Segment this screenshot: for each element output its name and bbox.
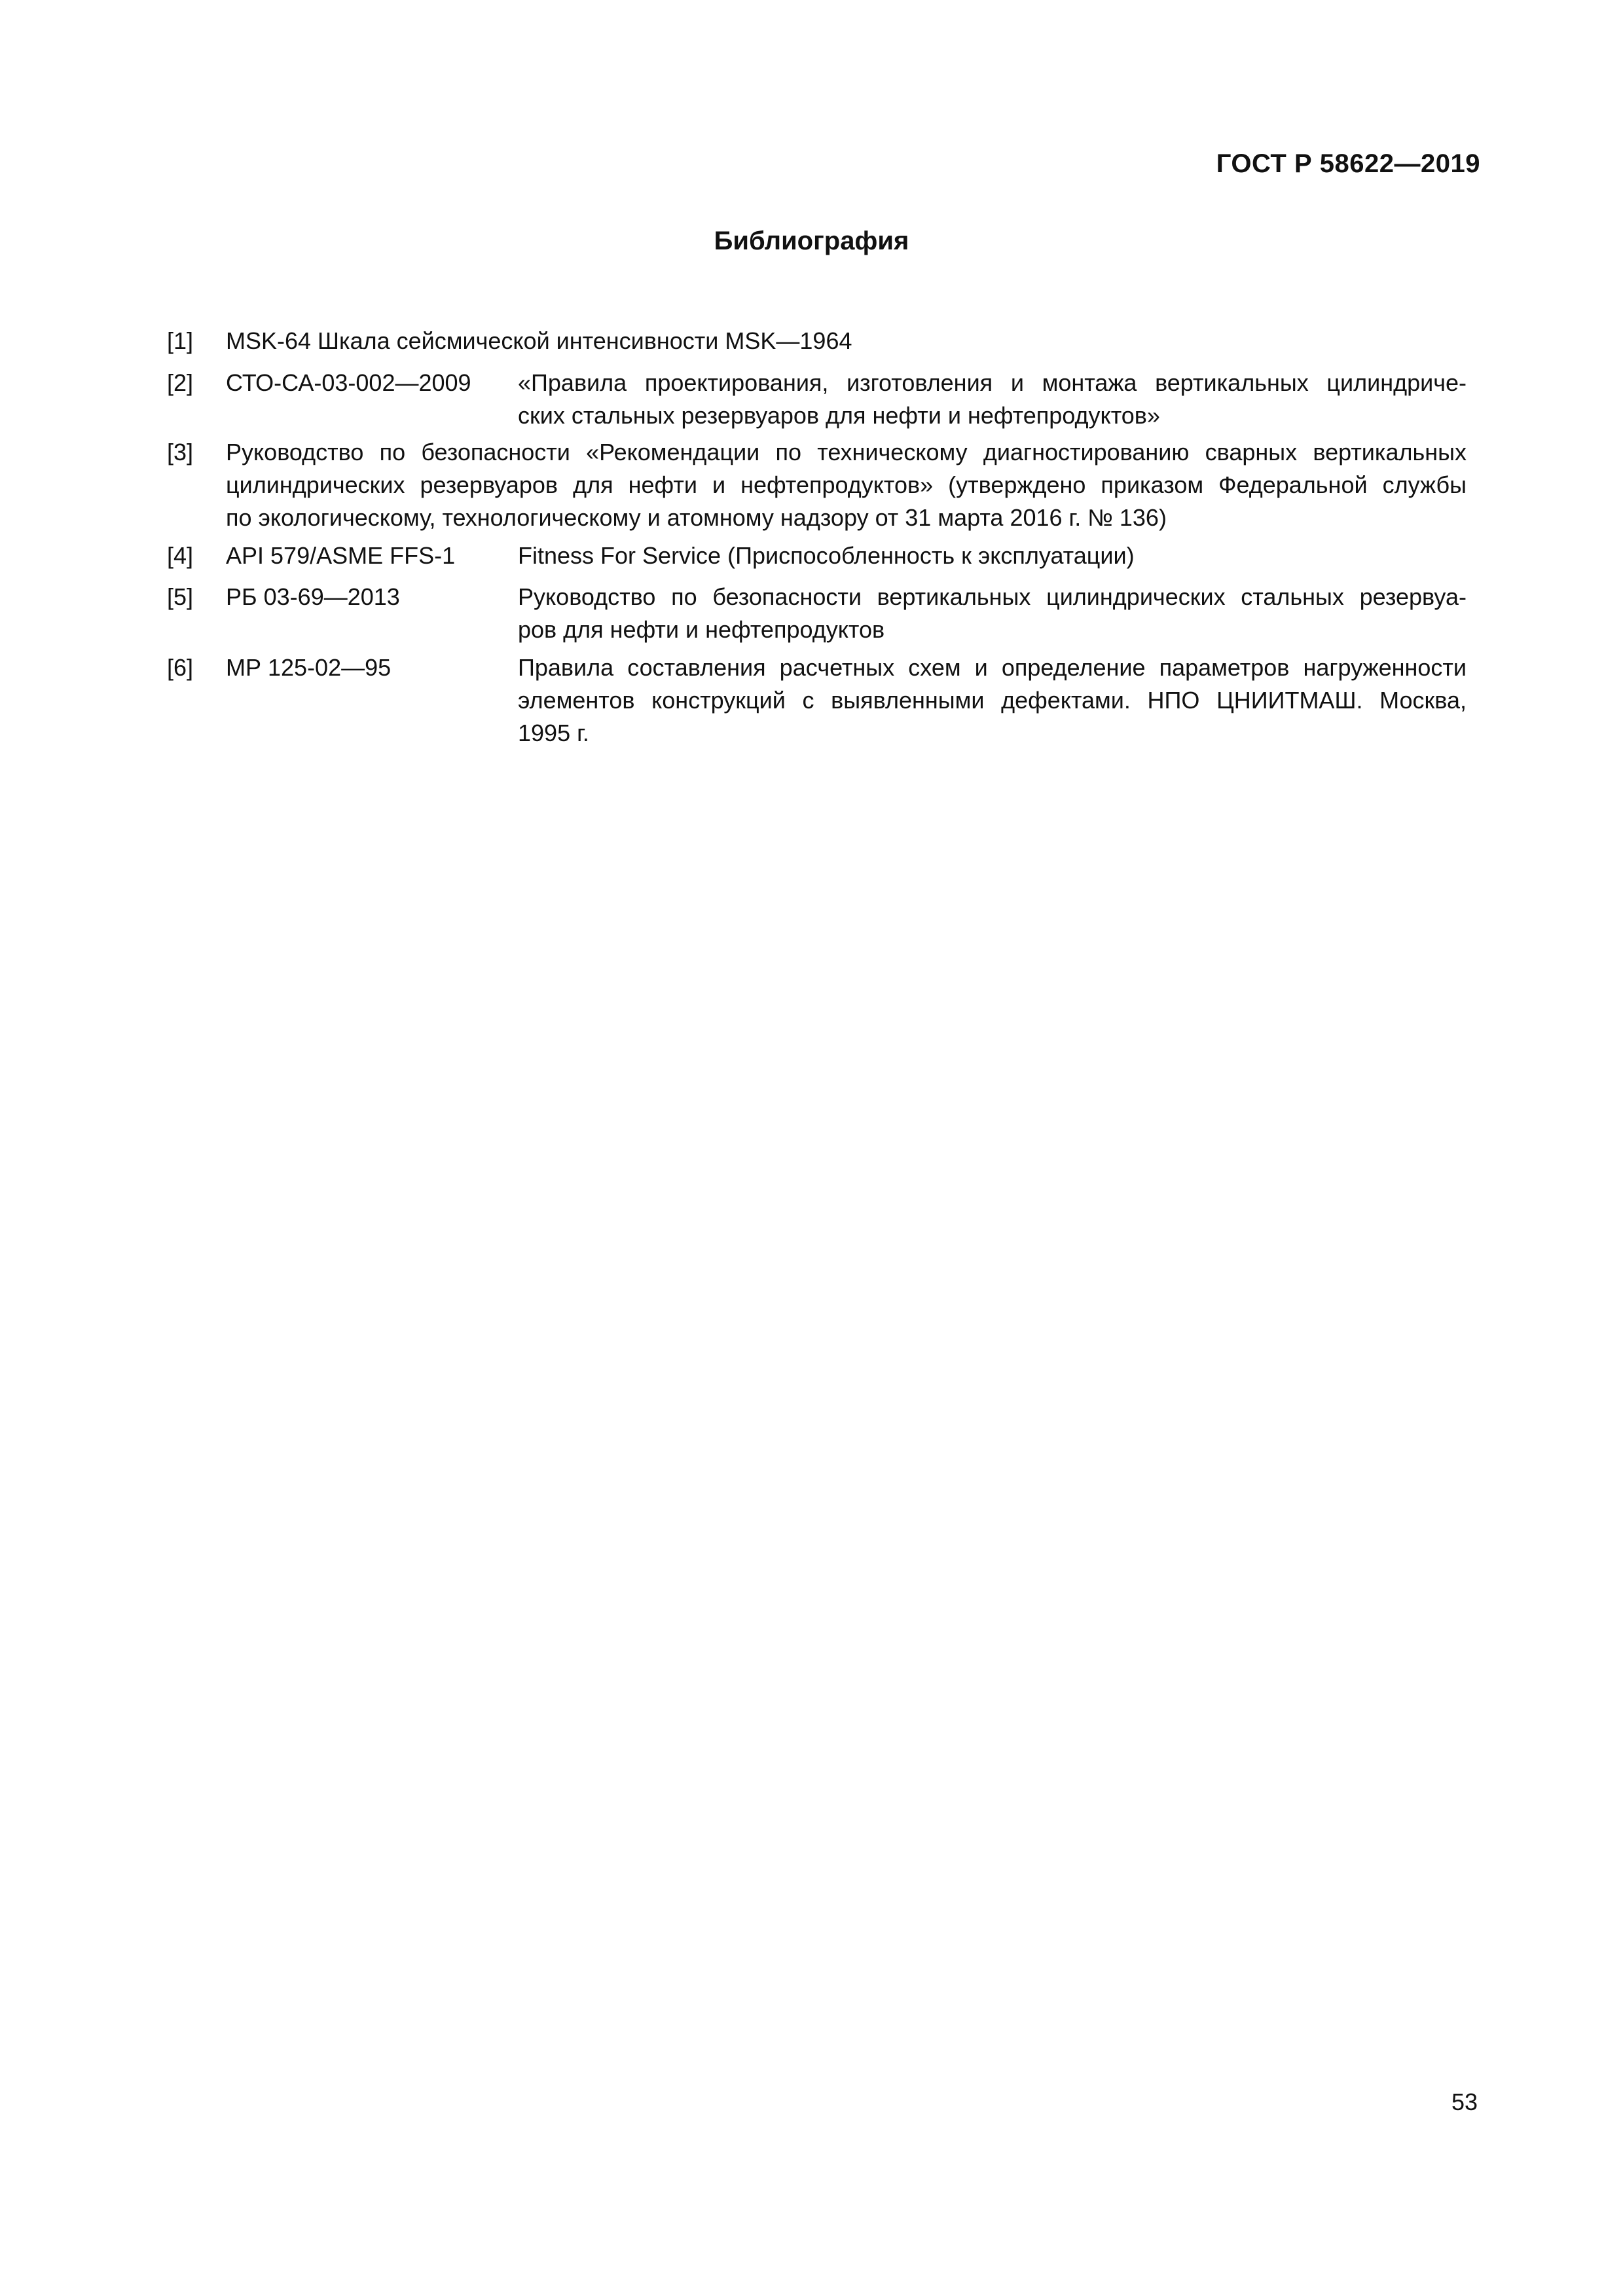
entry-number: [3] bbox=[167, 439, 194, 465]
entry-number: [2] bbox=[167, 369, 194, 396]
entry-code: СТО-СА-03-002—2009 bbox=[226, 369, 471, 396]
entry-code: РБ 03-69—2013 bbox=[226, 583, 400, 610]
entry-number: [5] bbox=[167, 583, 194, 610]
document-header: ГОСТ Р 58622—2019 bbox=[1216, 149, 1480, 178]
entry-text bbox=[518, 581, 1467, 646]
entry-code: МР 125-02—95 bbox=[226, 654, 392, 681]
entry-text bbox=[226, 436, 1467, 534]
entry-line: Правила составления расчетных схем и определение параметров нагруженности bbox=[518, 654, 1467, 681]
entry-line: Руководство по безопасности вертикальных цилиндрических стальных резервуа- bbox=[518, 583, 1467, 610]
entry-line: элементов конструкций с выявленными дефектами. НПО ЦНИИТМАШ. Москва, bbox=[518, 687, 1467, 714]
entry-number: [1] bbox=[167, 327, 194, 354]
page-title: Библиография bbox=[714, 227, 909, 255]
entry-number: [6] bbox=[167, 654, 194, 681]
page-number: 53 bbox=[1451, 2088, 1478, 2115]
entry-line: ских стальных резервуаров для нефти и нефтепродуктов» bbox=[518, 402, 1160, 429]
entry-number: [4] bbox=[167, 542, 194, 569]
entry-text bbox=[226, 325, 1467, 357]
entry-code: API 579/ASME FFS-1 bbox=[226, 542, 456, 569]
entry-line: ров для нефти и нефтепродуктов bbox=[518, 616, 885, 643]
entry-line: по экологическому, технологическому и атомному надзору от 31 марта 2016 г. № 136) bbox=[226, 504, 1167, 531]
entry-line: Fitness For Service (Приспособленность к эксплуатации) bbox=[518, 542, 1135, 569]
entry-line: цилиндрических резервуаров для нефти и нефтепродуктов» (утверждено приказом Федеральной службы bbox=[226, 471, 1467, 498]
entry-text bbox=[518, 651, 1467, 750]
entry-line: MSK-64 Шкала сейсмической интенсивности MSK—1964 bbox=[226, 327, 852, 354]
entry-line: «Правила проектирования, изготовления и монтажа вертикальных цилиндриче- bbox=[518, 369, 1467, 396]
entry-text bbox=[518, 367, 1467, 432]
entry-line: 1995 г. bbox=[518, 720, 589, 746]
entry-line: Руководство по безопасности «Рекомендации по техническому диагностированию сварных вертикальных bbox=[226, 439, 1467, 465]
entry-text bbox=[518, 539, 1467, 572]
